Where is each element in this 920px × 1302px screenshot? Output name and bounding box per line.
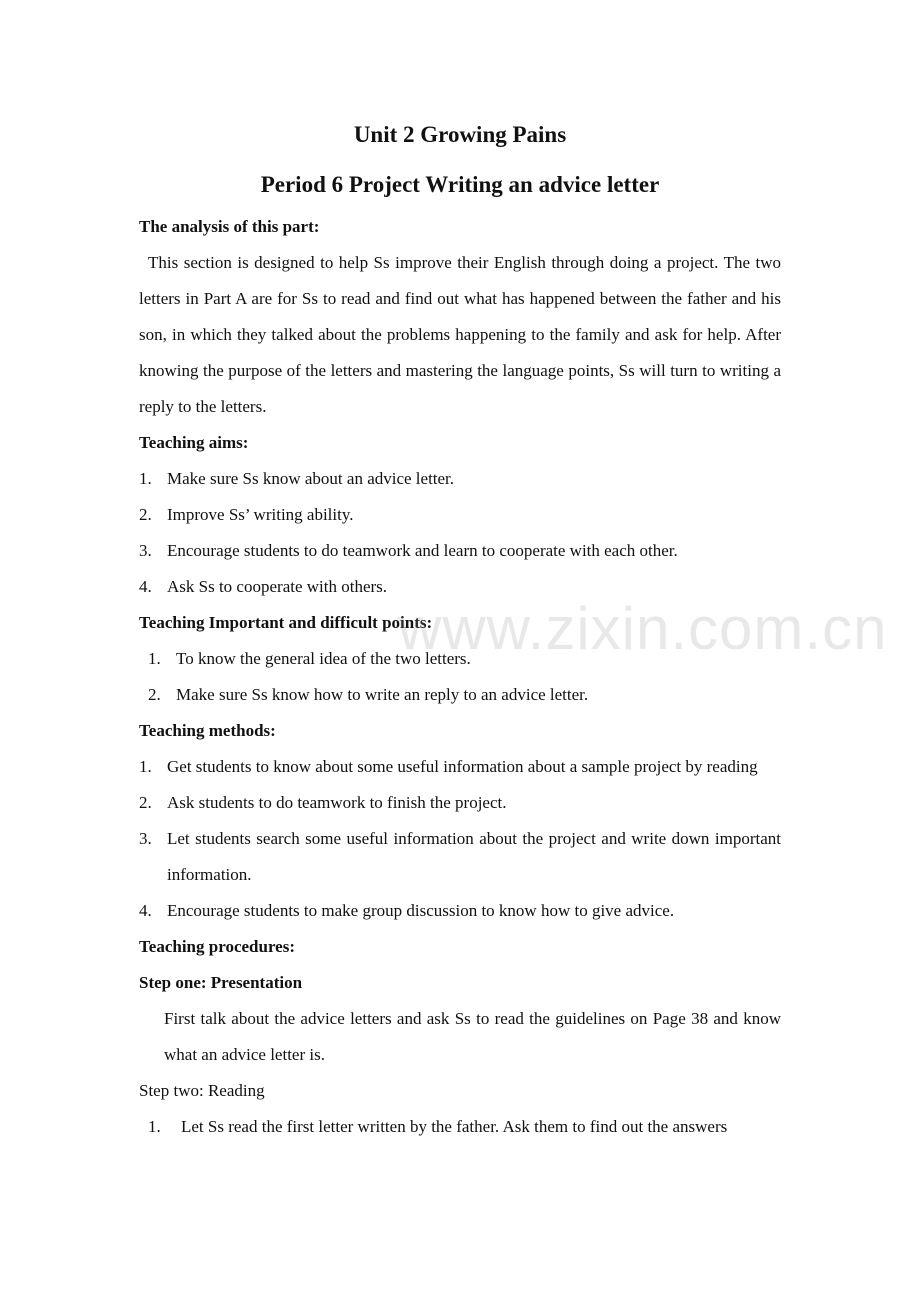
list-text: Improve Ss’ writing ability. bbox=[167, 505, 354, 524]
list-item bbox=[139, 785, 781, 821]
list-item bbox=[139, 821, 781, 893]
list-item bbox=[139, 641, 781, 677]
list-text: Ask Ss to cooperate with others. bbox=[167, 577, 388, 596]
list-text: Ask students to do teamwork to finish the project. bbox=[167, 793, 507, 812]
step-one-heading: Step one: Presentation bbox=[139, 973, 303, 992]
list-number: 1. bbox=[148, 649, 161, 668]
list-item bbox=[139, 461, 781, 497]
methods-list bbox=[139, 749, 781, 929]
list-text: Make sure Ss know how to write an reply to an advice letter. bbox=[176, 685, 589, 704]
list-number: 1. bbox=[139, 469, 152, 488]
analysis-heading: The analysis of this part: bbox=[139, 217, 320, 236]
list-number: 4. bbox=[139, 901, 152, 920]
step-one-paragraph: First talk about the advice letters and ask Ss to read the guidelines on Page 38 and know what an advice letter is. bbox=[164, 1009, 781, 1064]
points-list bbox=[139, 641, 781, 713]
list-number: 3. bbox=[139, 541, 152, 560]
list-text: To know the general idea of the two letters. bbox=[176, 649, 471, 668]
list-item bbox=[139, 533, 781, 569]
points-heading: Teaching Important and difficult points: bbox=[139, 613, 433, 632]
list-text: Let students search some useful information about the project and write down important information. bbox=[167, 829, 781, 884]
aims-list bbox=[139, 461, 781, 605]
list-number: 1. bbox=[139, 757, 152, 776]
list-text: Encourage students to do teamwork and learn to cooperate with each other. bbox=[167, 541, 678, 560]
list-number: 1. bbox=[148, 1117, 161, 1136]
document-title: Unit 2 Growing Pains bbox=[353, 122, 567, 147]
aims-heading: Teaching aims: bbox=[139, 433, 249, 452]
list-text: Make sure Ss know about an advice letter. bbox=[167, 469, 455, 488]
document-body bbox=[139, 209, 781, 1145]
step-two-heading: Step two: Reading bbox=[139, 1081, 265, 1100]
procedures-heading: Teaching procedures: bbox=[139, 937, 296, 956]
list-number: 2. bbox=[139, 505, 152, 524]
list-item bbox=[139, 677, 781, 713]
watermark: www.zixin.com.cn bbox=[398, 595, 888, 662]
list-number: 2. bbox=[139, 793, 152, 812]
list-number: 4. bbox=[139, 577, 152, 596]
list-item bbox=[139, 569, 781, 605]
list-text: Let Ss read the first letter written by the father. Ask them to find out the answers bbox=[181, 1117, 728, 1136]
list-item bbox=[139, 497, 781, 533]
list-item bbox=[139, 749, 781, 785]
list-text: Encourage students to make group discussion to know how to give advice. bbox=[167, 901, 675, 920]
list-item bbox=[139, 893, 781, 929]
step-two-list bbox=[139, 1109, 781, 1145]
document-subtitle: Period 6 Project Writing an advice letter bbox=[260, 172, 660, 197]
list-number: 2. bbox=[148, 685, 161, 704]
list-item bbox=[139, 1109, 781, 1145]
list-text: Get students to know about some useful information about a sample project by reading bbox=[167, 757, 758, 776]
list-number: 3. bbox=[139, 829, 152, 848]
methods-heading: Teaching methods: bbox=[139, 721, 276, 740]
analysis-paragraph: This section is designed to help Ss improve their English through doing a project. The two letters in Part A are for Ss to read and find out what has happened between the father and his son, in which they talked about the problems happening to the family and ask for help. After knowing the purpose of the letters and mastering the language points, Ss will turn to writing a reply to the letters. bbox=[139, 253, 781, 416]
